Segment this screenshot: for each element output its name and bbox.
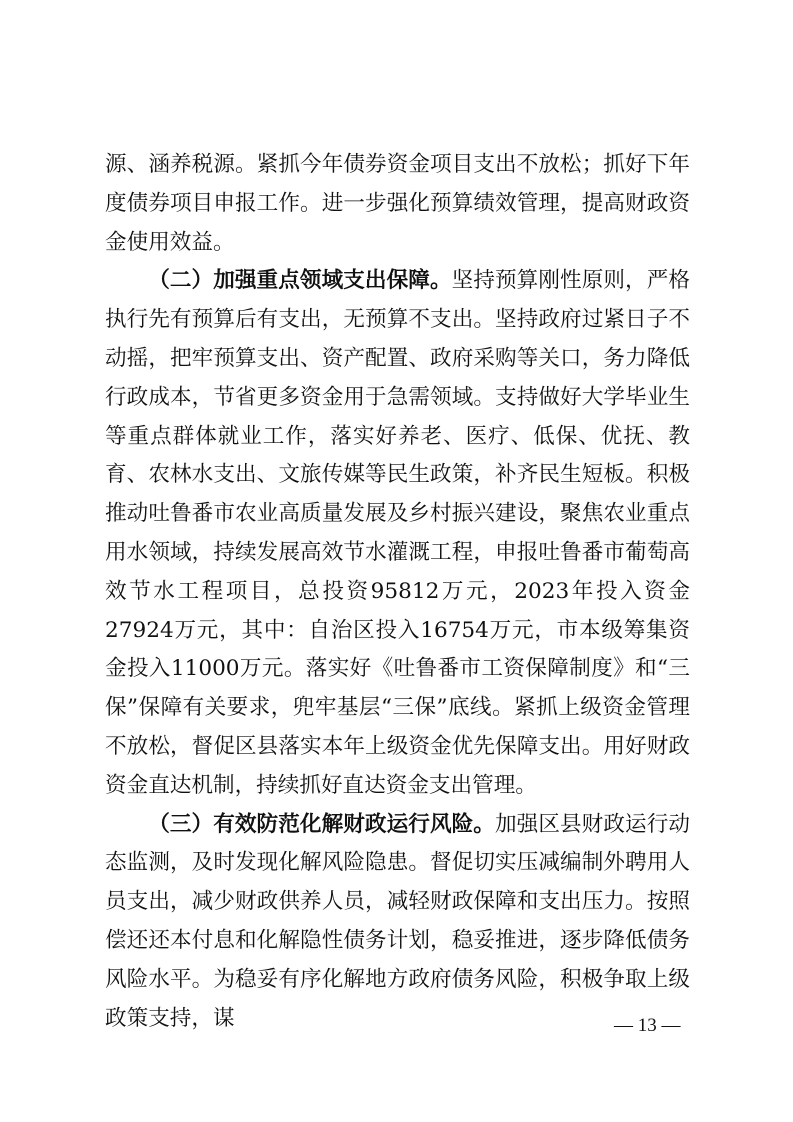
paragraph-3-text: 加强区县财政运行动态监测，及时发现化解风险隐患。督促切实压减编制外聘用人员支出，减少财政供养人员，减轻财政保障和支出压力。按照偿还还本付息和化解隐性债务计划，稳妥推进，逐步降低债务风险水平。为稳妥有序化解地方政府债务风险，积极争取上级政策支持，谋: [105, 811, 690, 1031]
section-heading-2: （二）加强重点领域支出保障。: [148, 268, 452, 294]
paragraph-risk-prevention: [105, 806, 690, 1039]
page-number: — 13 —: [614, 1015, 681, 1036]
body-text: [105, 146, 690, 1038]
paragraph-continuation: [105, 146, 690, 262]
paragraph-1-text: 源、涵养税源。紧抓今年债券资金项目支出不放松；抓好下年度债券项目申报工作。进一步强化预算绩效管理，提高财政资金使用效益。: [105, 152, 690, 255]
section-heading-3: （三）有效防范化解财政运行风险。: [148, 811, 495, 837]
paragraph-2-text: 坚持预算刚性原则，严格执行先有预算后有支出，无预算不支出。坚持政府过紧日子不动摇，把牢预算支出、资产配置、政府采购等关口，务力降低行政成本，节省更多资金用于急需领域。支持做好大学毕业生等重点群体就业工作，落实好养老、医疗、低保、优抚、教育、农林水支出、文旅传媒等民生政策，补齐民生短板。积极推动吐鲁番市农业高质量发展及乡村振兴建设，聚焦农业重点用水领域，持续发展高效节水灌溉工程，申报吐鲁番市葡萄高效节水工程项目，总投资95812万元，2023年投入资金27924万元，其中：自治区投入16754万元，市本级筹集资金投入11000万元。落实好《吐鲁番市工资保障制度》和“三保”保障有关要求，兜牢基层“三保”底线。紧抓上级资金管理不放松，督促区县落实本年上级资金优先保障支出。用好财政资金直达机制，持续抓好直达资金支出管理。: [105, 268, 690, 798]
paragraph-expenditure-guarantee: [105, 262, 690, 805]
